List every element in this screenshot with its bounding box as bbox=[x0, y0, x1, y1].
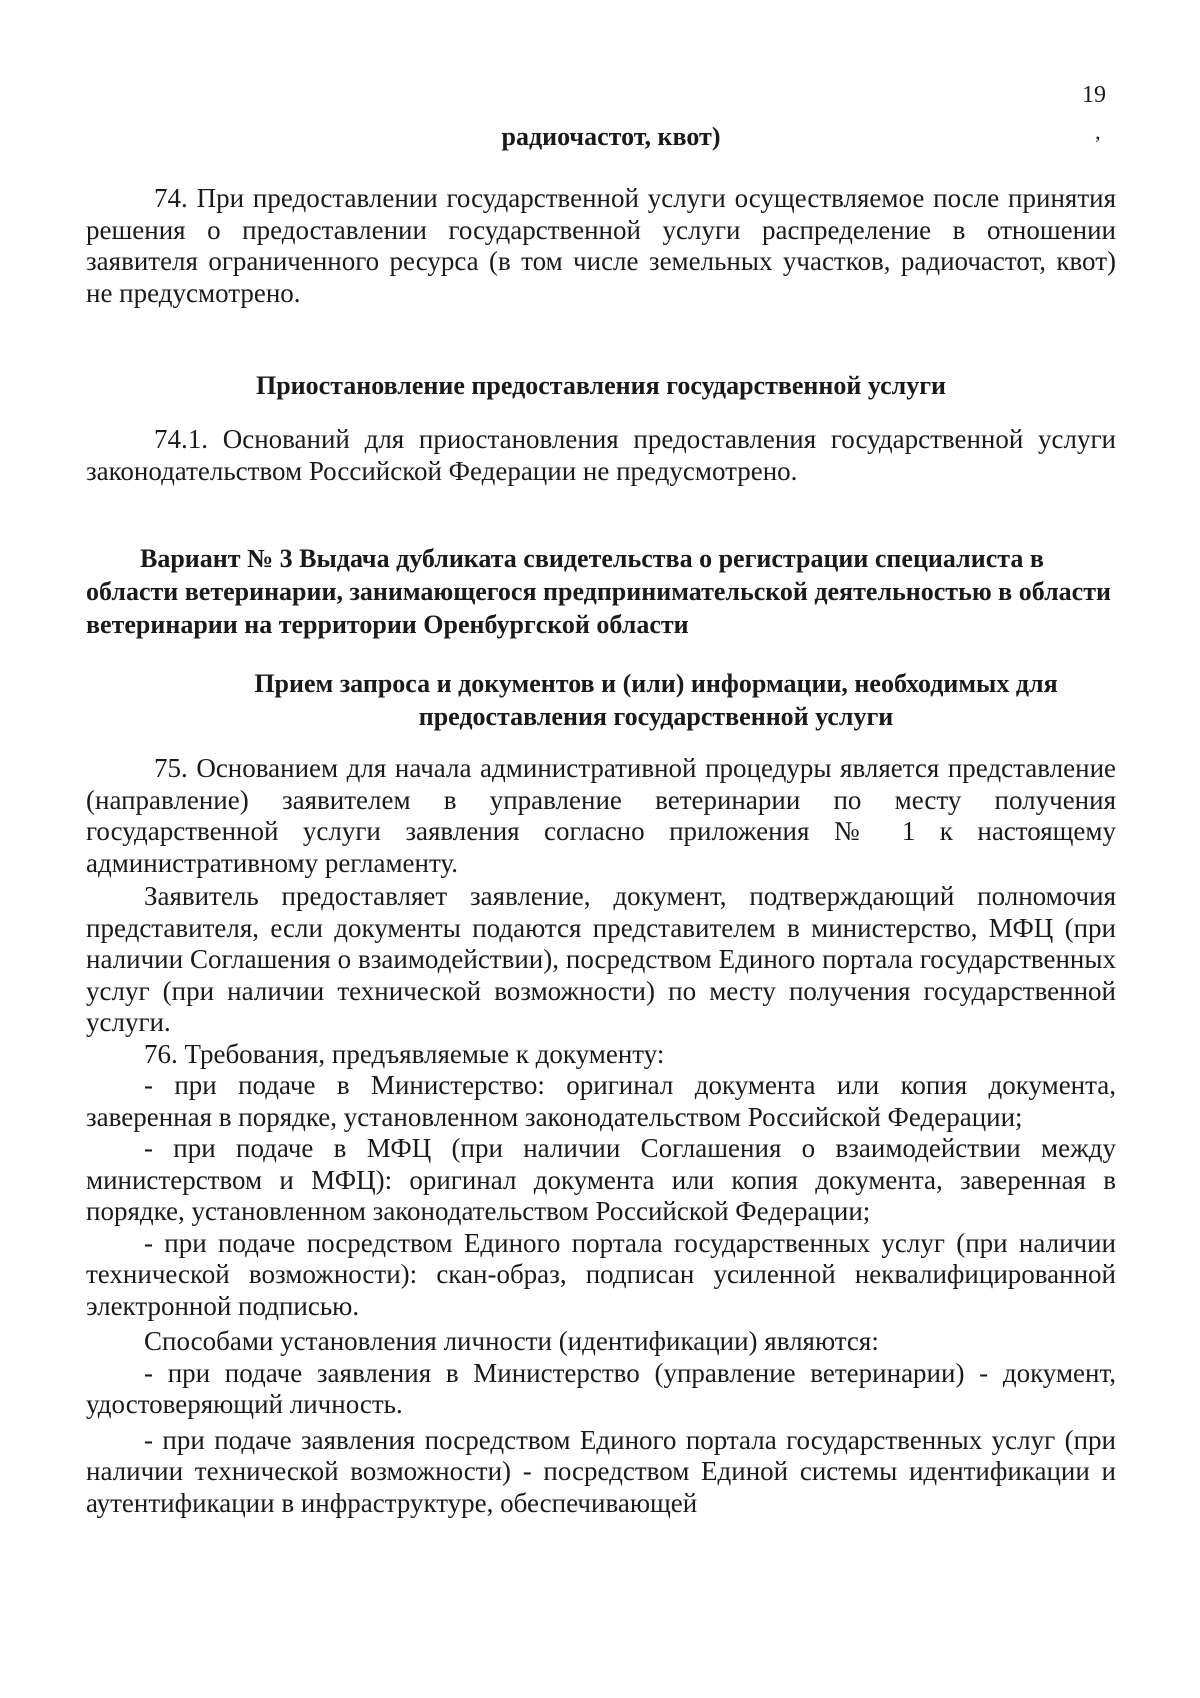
heading-reception: Прием запроса и документов и (или) информации, необходимых для предоставления государственной услуги bbox=[254, 669, 1058, 731]
paragraph-76: 76. Требования, предъявляемые к документу: bbox=[144, 1038, 665, 1069]
paragraph-75: 75. Основанием для начала административной процедуры является представление (направление) заявителем в управление ветеринарии по месту получения государственной услуги заявления согласно приложения № 1 к настоящему административному регламенту. bbox=[86, 753, 1116, 878]
heading-suspension: Приостановление предоставления государственной услуги bbox=[255, 371, 946, 400]
paragraph-identification: Способами установления личности (идентификации) являются: bbox=[144, 1326, 879, 1356]
paragraph-74: 74. При предоставлении государственной услуги осуществляемое после принятия решения о предоставлении государственной услуги распределение в отношении заявителя ограниченного ресурса (в том числе земельных участков, радиочастот, квот) не предусмотрено. bbox=[86, 183, 1116, 308]
paragraph-identification-portal: - при подаче заявления посредством Единого портала государственных услуг (при наличии технической возможности) - посредством Единой системы идентификации и аутентификации в инфраструктуре, обеспечивающей bbox=[86, 1424, 1116, 1518]
document-body bbox=[86, 120, 1116, 1519]
heading-variant: Вариант № 3 Выдача дубликата свидетельства о регистрации специалиста в области ветеринарии, занимающегося предпринимательской деятельностью в области ветеринарии на территории Оренбургской области bbox=[86, 544, 1111, 639]
paragraph-identification-ministry: - при подаче заявления в Министерство (управление ветеринарии) - документ, удостоверяющий личность. bbox=[86, 1357, 1116, 1419]
paragraph-76-portal: - при подаче посредством Единого портала государственных услуг (при наличии технической возможности): скан-образ, подписан усиленной неквалифицированной электронной подписью. bbox=[86, 1227, 1116, 1321]
paragraph-76-ministry: - при подаче в Министерство: оригинал документа или копия документа, заверенная в порядке, установленном законодательством Российской Федерации; bbox=[86, 1070, 1116, 1132]
page-number: 19 bbox=[1082, 82, 1106, 108]
paragraph-74-1: 74.1. Оснований для приостановления предоставления государственной услуги законодательством Российской Федерации не предусмотрено. bbox=[86, 424, 1116, 486]
heading-top: радиочастот, квот) bbox=[501, 122, 721, 151]
corner-mark: ’ bbox=[1094, 131, 1102, 156]
paragraph-76-mfc: - при подаче в МФЦ (при наличии Соглашения о взаимодействии между министерством и МФЦ): оригинал документа или копия документа, заверенная в порядке, установленном законодательством Российской Федерации; bbox=[86, 1133, 1116, 1226]
paragraph-75-applicant: Заявитель предоставляет заявление, документ, подтверждающий полномочия представителя, если документы подаются представителем в министерство, МФЦ (при наличии Соглашения о взаимодействии), посредством Единого портала государственных услуг (при наличии технической возможности) по месту получения государственной услуги. bbox=[86, 881, 1116, 1037]
